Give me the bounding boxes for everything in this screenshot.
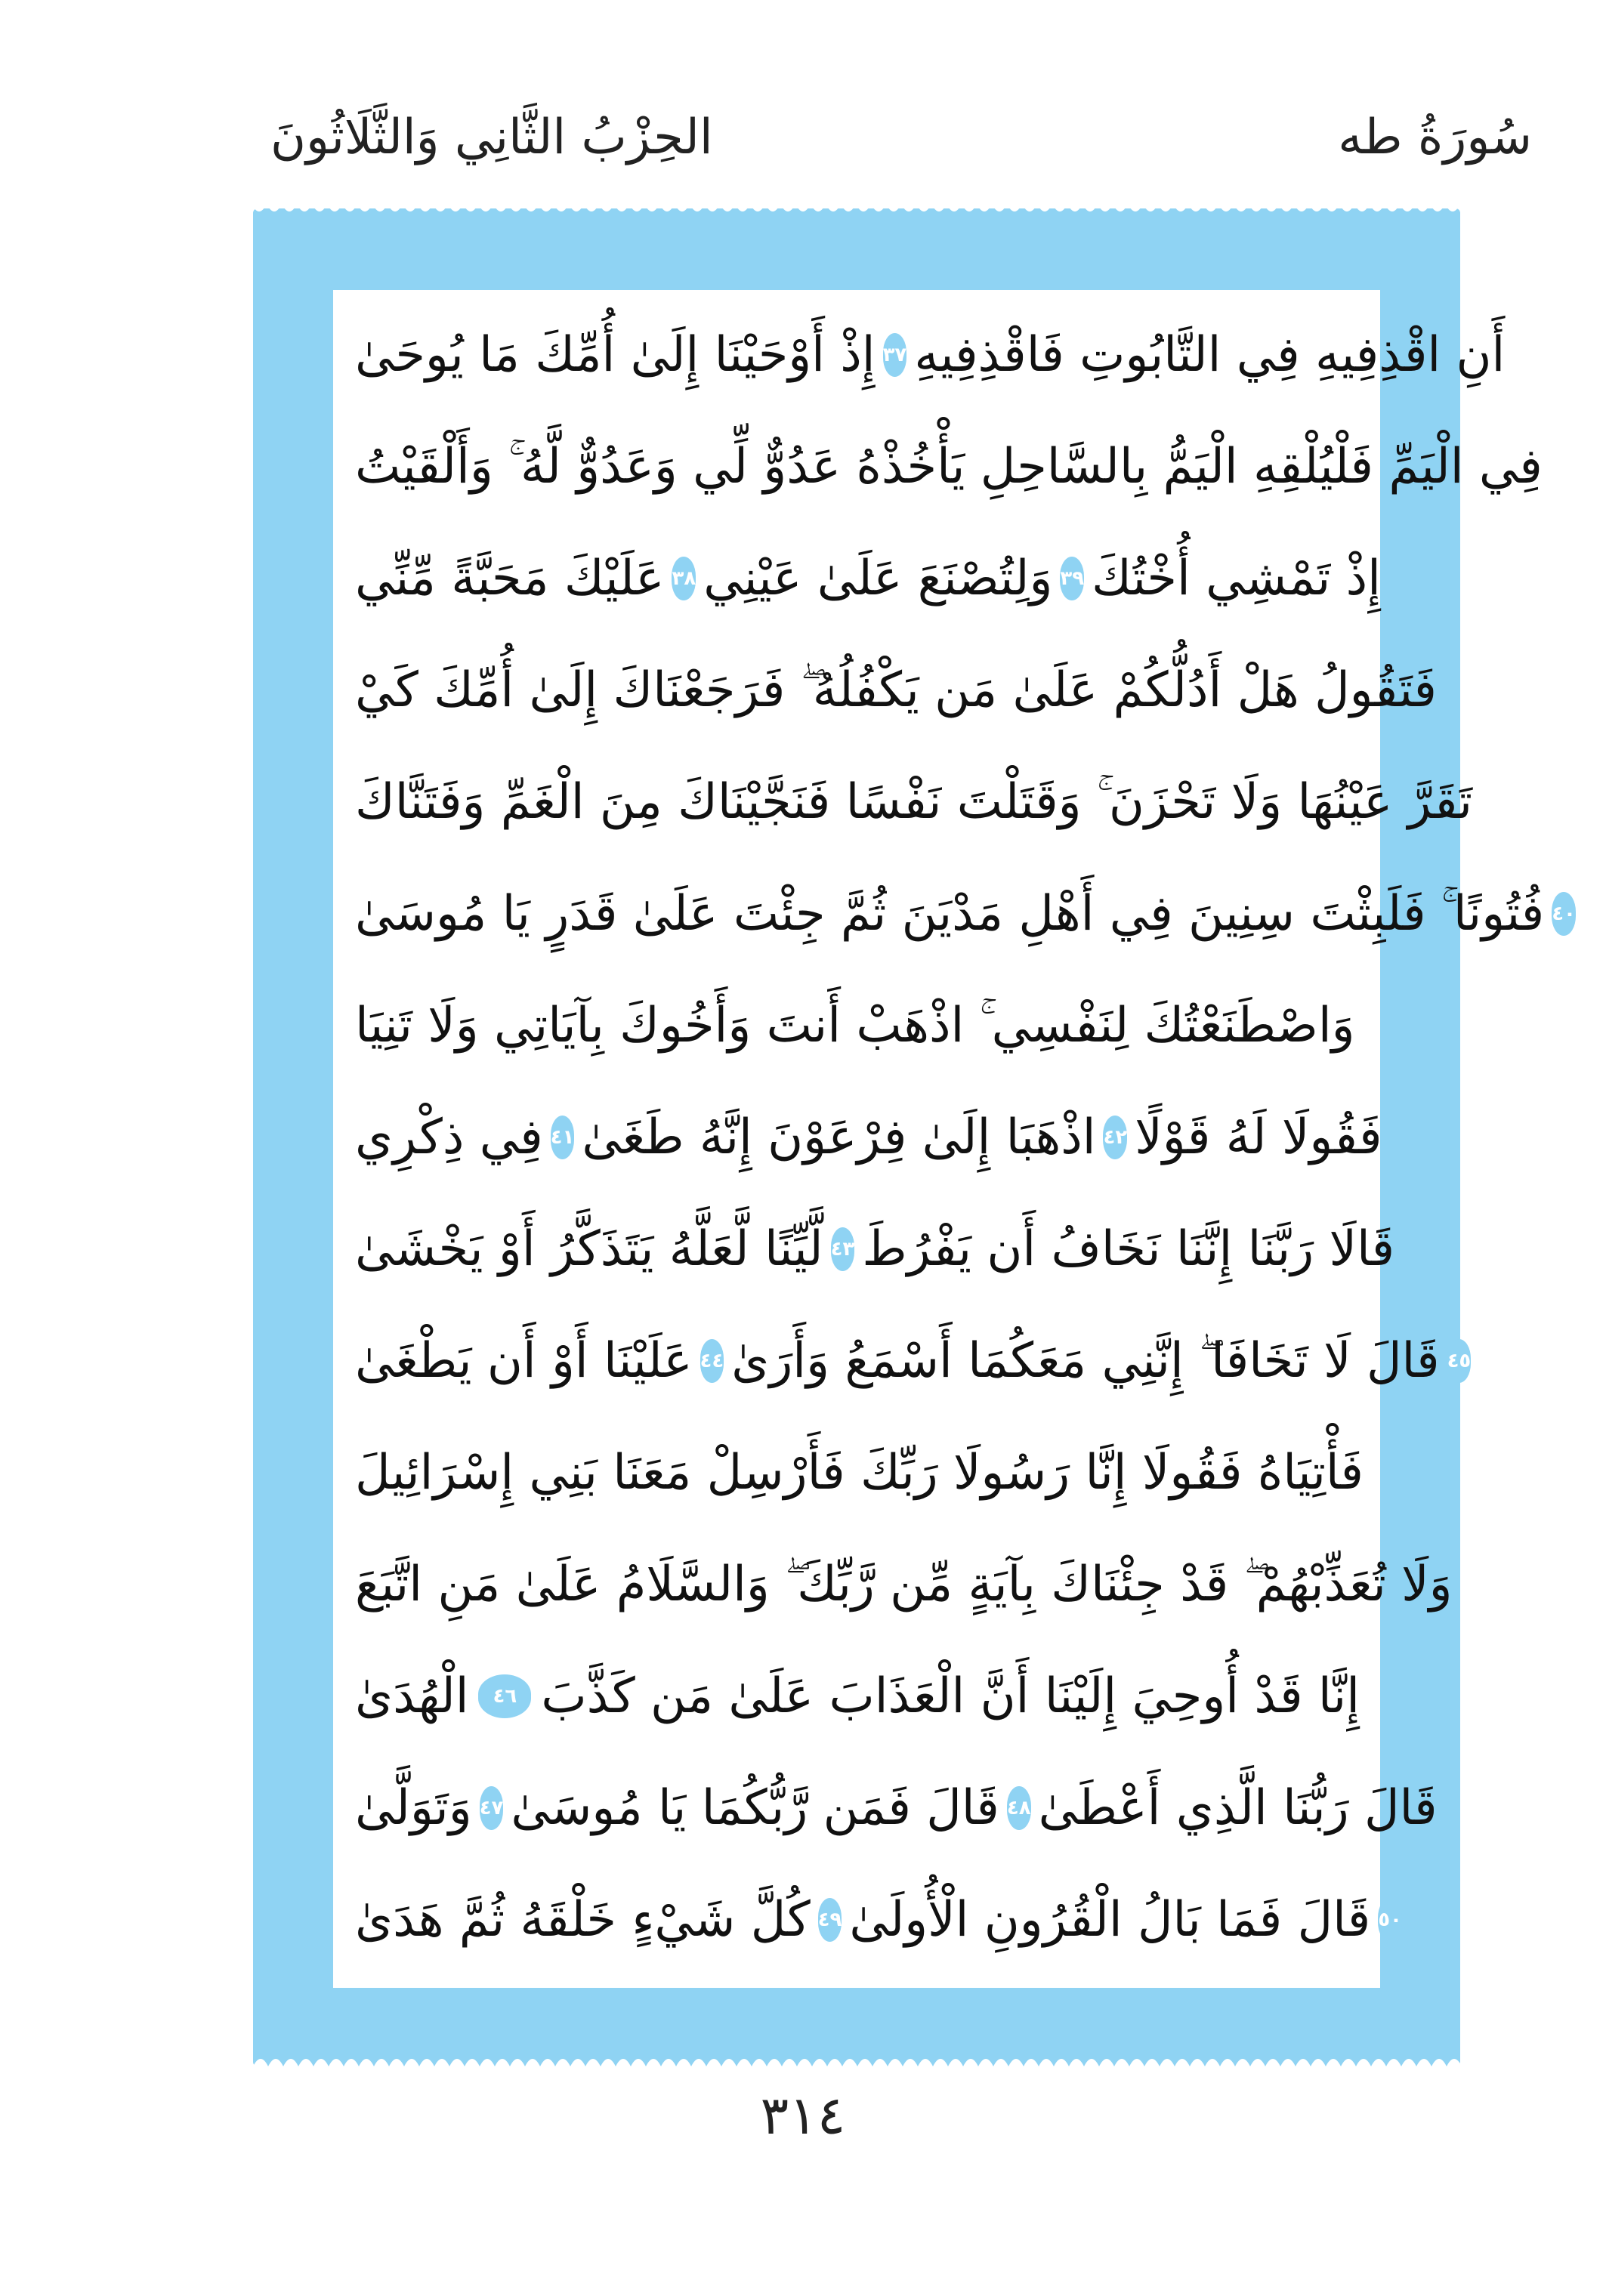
verse-text: فِي ذِكْرِي [355,1109,543,1165]
verse-text: الْهُدَىٰ [355,1668,469,1724]
page-number: ٣١٤ [760,2085,846,2146]
verse-line [355,1755,1438,1861]
page-header [0,0,1606,204]
verse-text: لَّيِّنًا لَّعَلَّهُ يَتَذَكَّرُ أَوْ يَخْشَىٰ [355,1221,823,1277]
verse-text: أَنِ اقْذِفِيهِ فِي التَّابُوتِ فَاقْذِفِيهِ [914,327,1506,383]
verse-lines [355,302,1576,1979]
ayah-number-marker: ٥٠ [1378,1898,1402,1942]
verse-text: وَتَوَلَّىٰ [355,1780,472,1836]
verse-text: قَالَ لَا تَخَافَا ۖ إِنَّنِي مَعَكُمَا أَسْمَعُ وَأَرَىٰ [731,1333,1440,1389]
verse-text: اذْهَبَا إِلَىٰ فِرْعَوْنَ إِنَّهُ طَغَىٰ [582,1109,1096,1165]
verse-line [355,414,1543,520]
ayah-number-marker: ٤٦ [478,1674,531,1718]
verse-text: عَلَيْنَا أَوْ أَن يَطْغَىٰ [355,1333,693,1389]
verse-text: فِي الْيَمِّ فَلْيُلْقِهِ الْيَمُّ بِالسَّاحِلِ يَأْخُذْهُ عَدُوٌّ لِّي وَعَدُوٌّ لَّهُ ۚ وَأَلْقَيْتُ [355,439,1543,495]
ayah-number-marker: ٣٩ [1060,557,1084,600]
ayah-number-marker: ٤٣ [831,1227,855,1271]
verse-text: وَلِتُصْنَعَ عَلَىٰ عَيْنِي [703,551,1053,606]
ayah-number-marker: ٣٧ [883,333,907,377]
hizb-label: الحِزْبُ الثَّانِي وَالثَّلَاثُونَ [270,110,713,165]
verse-text: فَتَقُولُ هَلْ أَدُلُّكُمْ عَلَىٰ مَن يَكْفُلُهُ ۖ فَرَجَعْنَاكَ إِلَىٰ أُمِّكَ كَيْ [355,662,1437,718]
ayah-number-marker: ٤١ [551,1116,575,1159]
verse-line [355,1643,1360,1749]
ayah-number-marker: ٣٨ [672,557,696,600]
verse-text: قَالَ فَمَن رَّبُّكُمَا يَا مُوسَىٰ [511,1780,999,1836]
verse-line [355,1532,1453,1637]
verse-text: قَالَا رَبَّنَا إِنَّنَا نَخَافُ أَن يَفْرُطَ [862,1221,1395,1277]
verse-text: وَاصْطَنَعْتُكَ لِنَفْسِي ۚ اذْهَبْ أَنتَ وَأَخُوكَ بِآيَاتِي وَلَا تَنِيَا [355,998,1355,1054]
ayah-number-marker: ٤٩ [818,1898,842,1942]
ayah-number-marker: ٤٧ [480,1786,504,1830]
surah-name: سُورَةُ طه [1338,110,1532,165]
verse-text: فُتُونًا ۚ فَلَبِثْتَ سِنِينَ فِي أَهْلِ مَدْيَنَ ثُمَّ جِئْتَ عَلَىٰ قَدَرٍ يَا مُوسَىٰ [355,886,1545,942]
ayah-number-marker: ٤٠ [1552,892,1576,936]
verse-text: إِذْ تَمْشِي أُخْتُكَ [1092,551,1381,606]
verse-text: تَقَرَّ عَيْنُهَا وَلَا تَحْزَنَ ۚ وَقَتَلْتَ نَفْسًا فَنَجَّيْنَاكَ مِنَ الْغَمِّ وَفَتَنَّاكَ [355,774,1473,830]
verse-text: عَلَيْكَ مَحَبَّةً مِّنِّي [355,551,665,606]
verse-text: قَالَ فَمَا بَالُ الْقُرُونِ الْأُولَىٰ [849,1892,1371,1948]
verse-line [355,526,1381,631]
verse-line [355,1085,1382,1190]
verse-line [355,1420,1364,1526]
verse-text: قَالَ رَبُّنَا الَّذِي أَعْطَىٰ [1038,1780,1438,1836]
verse-text: وَلَا تُعَذِّبْهُمْ ۖ قَدْ جِئْنَاكَ بِآيَةٍ مِّن رَّبِّكَ ۖ وَالسَّلَامُ عَلَىٰ مَنِ اتَّبَعَ [355,1557,1453,1612]
verse-line [355,302,1506,408]
verse-line [355,861,1576,967]
verse-line [355,749,1473,855]
ayah-number-marker: ٤٤ [700,1339,724,1383]
ayah-number-marker: ٤٥ [1447,1339,1472,1383]
verse-text: فَقُولَا لَهُ قَوْلًا [1135,1109,1382,1165]
verse-line [355,637,1437,743]
ayah-number-marker: ٤٨ [1007,1786,1031,1830]
verse-text: فَأْتِيَاهُ فَقُولَا إِنَّا رَسُولَا رَبِّكَ فَأَرْسِلْ مَعَنَا بَنِي إِسْرَائِيلَ [355,1445,1364,1501]
verse-line [355,973,1360,1079]
ayah-number-marker: ٤٢ [1103,1116,1127,1159]
verse-text: إِنَّا قَدْ أُوحِيَ إِلَيْنَا أَنَّ الْعَذَابَ عَلَىٰ مَن كَذَّبَ [541,1668,1360,1724]
verse-line [355,1867,1402,1973]
verse-text: إِذْ أَوْحَيْنَا إِلَىٰ أُمِّكَ مَا يُوحَىٰ [355,327,876,383]
verse-line [355,1196,1395,1302]
verse-line [355,1308,1472,1414]
verse-text: كُلَّ شَيْءٍ خَلْقَهُ ثُمَّ هَدَىٰ [355,1892,811,1948]
